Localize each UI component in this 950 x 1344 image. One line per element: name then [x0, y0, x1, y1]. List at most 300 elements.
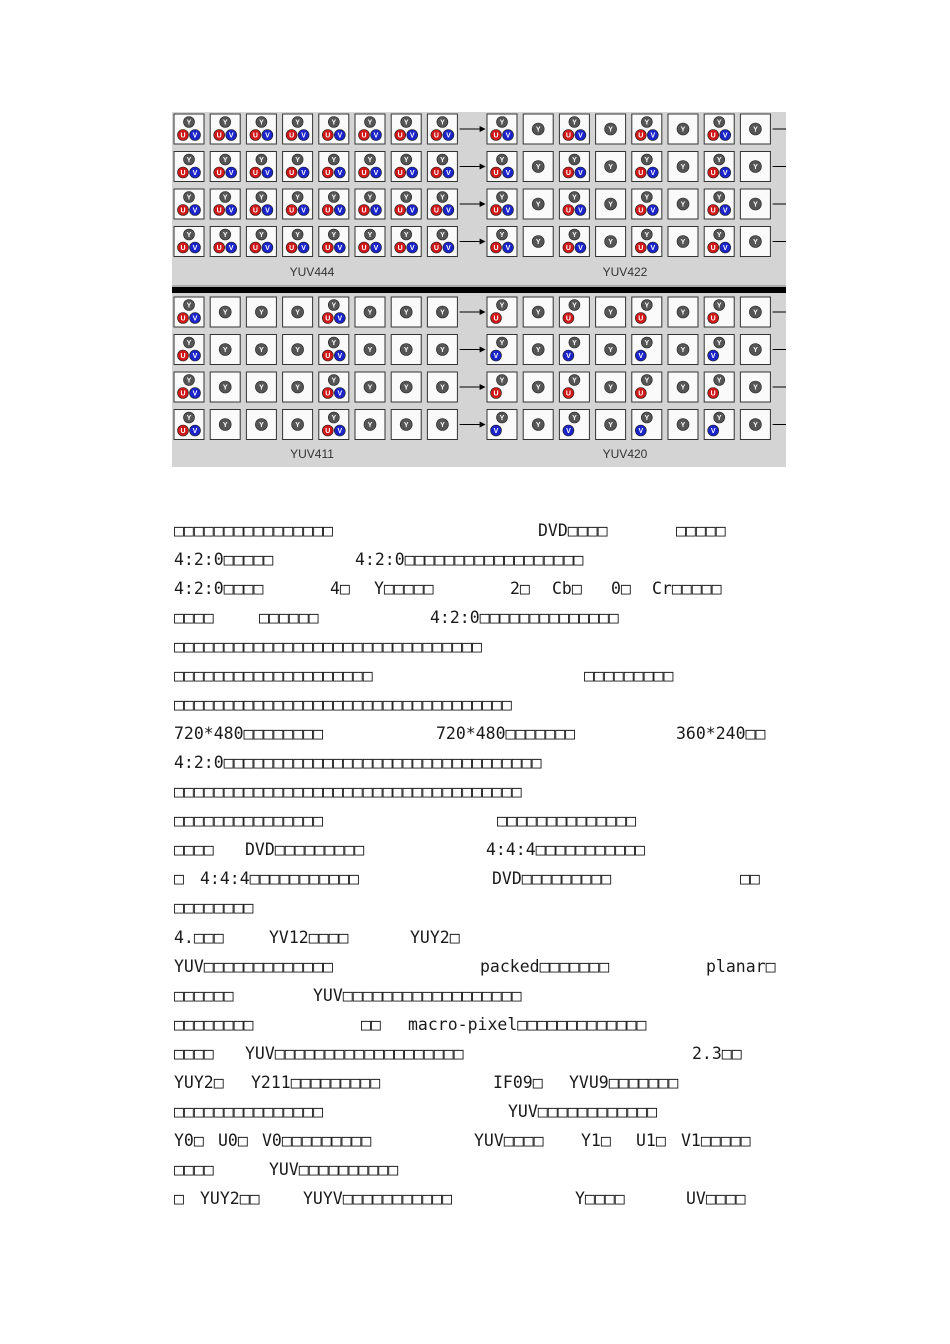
pixel-cell	[283, 227, 313, 257]
text-segment: macro-pixel□□□□□□□□□□□□□	[408, 1015, 647, 1034]
svg-text:V: V	[409, 207, 415, 215]
svg-text:V: V	[722, 207, 728, 215]
text-segment: 4:2:0□□□□□□□□□□□□□□□□□□	[355, 550, 584, 569]
cb-sample	[178, 350, 189, 361]
svg-text:V: V	[446, 132, 451, 140]
pixel-cell	[632, 297, 662, 327]
luma-sample	[220, 192, 231, 203]
cb-sample	[250, 205, 261, 216]
svg-text:U: U	[565, 170, 571, 178]
cb-sample	[250, 167, 261, 178]
luma-sample	[219, 344, 231, 356]
pixel-cell	[391, 335, 421, 365]
text-segment: IF09□	[493, 1073, 543, 1092]
luma-sample	[436, 381, 448, 393]
luma-sample	[749, 381, 761, 393]
pixel-cell	[704, 410, 734, 440]
svg-text:V: V	[446, 207, 451, 215]
svg-text:U: U	[289, 132, 295, 140]
luma-sample	[401, 154, 412, 165]
yuv-sampling-figure	[172, 112, 786, 467]
cb-sample	[708, 130, 719, 141]
luma-sample	[401, 229, 412, 240]
svg-text:U: U	[289, 170, 295, 178]
svg-text:Y: Y	[186, 415, 192, 423]
pixel-cell	[283, 189, 313, 219]
pixel-cell	[174, 410, 204, 440]
svg-text:V: V	[373, 132, 379, 140]
svg-text:U: U	[361, 170, 367, 178]
text-segment: 4:4:4□□□□□□□□□□□	[486, 840, 645, 859]
text-segment: 4:2:0□□□□□	[174, 550, 274, 569]
svg-text:U: U	[216, 132, 222, 140]
svg-text:Y: Y	[186, 157, 192, 165]
cb-sample	[359, 242, 370, 253]
pixel-cell	[355, 152, 385, 182]
pixel-cell	[632, 152, 662, 182]
svg-text:Y: Y	[608, 164, 613, 172]
pixel-cell	[523, 372, 553, 402]
luma-sample	[184, 154, 195, 165]
cb-sample	[395, 167, 406, 178]
luma-sample	[605, 198, 617, 210]
panel-yuv411	[174, 297, 486, 461]
luma-sample	[400, 306, 412, 318]
svg-text:Y: Y	[753, 126, 758, 134]
text-segment: YUY2□	[410, 928, 460, 947]
cb-sample	[491, 205, 502, 216]
svg-text:V: V	[722, 245, 728, 253]
svg-text:Y: Y	[572, 232, 577, 240]
svg-text:Y: Y	[644, 119, 650, 127]
svg-text:V: V	[301, 132, 306, 140]
luma-sample	[400, 381, 412, 393]
luma-sample	[219, 419, 231, 431]
svg-text:U: U	[252, 170, 258, 178]
svg-text:Y: Y	[753, 309, 758, 317]
pixel-cell	[523, 189, 553, 219]
cr-sample	[491, 350, 502, 361]
svg-text:U: U	[638, 315, 644, 323]
svg-text:V: V	[228, 245, 234, 253]
luma-sample	[641, 412, 652, 423]
cb-sample	[491, 130, 502, 141]
pixel-cell	[174, 227, 204, 257]
luma-sample	[749, 236, 761, 248]
svg-text:Y: Y	[367, 384, 373, 392]
cb-sample	[431, 167, 442, 178]
svg-text:Y: Y	[499, 232, 505, 240]
luma-sample	[328, 154, 339, 165]
luma-sample	[184, 337, 195, 348]
pixel-cell	[210, 114, 240, 144]
luma-sample	[714, 154, 725, 165]
luma-sample	[532, 419, 544, 431]
cb-sample	[708, 205, 719, 216]
svg-text:V: V	[228, 207, 234, 215]
cb-sample	[178, 130, 189, 141]
svg-text:Y: Y	[222, 157, 228, 165]
svg-text:U: U	[433, 170, 439, 178]
luma-sample	[569, 337, 580, 348]
luma-sample	[437, 154, 448, 165]
svg-text:Y: Y	[535, 384, 541, 392]
pixel-cell	[174, 152, 204, 182]
text-segment: U1□	[636, 1131, 666, 1150]
pixel-cell	[704, 114, 734, 144]
text-segment: □□□□□□□□	[174, 1015, 254, 1034]
svg-text:V: V	[337, 207, 343, 215]
svg-text:Y: Y	[367, 422, 373, 430]
text-line	[0, 520, 950, 542]
text-segment: 2□	[510, 579, 530, 598]
svg-text:Y: Y	[644, 194, 650, 202]
pixel-cell	[391, 189, 421, 219]
svg-text:U: U	[710, 132, 716, 140]
cb-sample	[178, 205, 189, 216]
text-segment: □□□□	[174, 1160, 214, 1179]
pixel-cell	[487, 335, 517, 365]
text-segment: 4□	[330, 579, 350, 598]
pixel-cell	[740, 335, 770, 365]
luma-sample	[641, 154, 652, 165]
svg-text:Y: Y	[259, 347, 264, 355]
svg-text:Y: Y	[499, 340, 505, 348]
luma-sample	[569, 117, 580, 128]
svg-text:V: V	[710, 428, 716, 436]
luma-sample	[497, 154, 508, 165]
cb-sample	[178, 167, 189, 178]
svg-text:U: U	[710, 390, 716, 398]
svg-text:V: V	[337, 170, 343, 178]
svg-text:V: V	[192, 207, 198, 215]
pixel-cell	[246, 189, 276, 219]
panel-divider	[172, 287, 786, 293]
luma-sample	[497, 412, 508, 423]
text-segment: DVD□□□□□□□□□	[245, 840, 365, 859]
svg-text:Y: Y	[440, 194, 445, 202]
svg-text:V: V	[638, 428, 644, 436]
svg-text:U: U	[565, 390, 571, 398]
luma-sample	[365, 154, 376, 165]
luma-sample	[641, 117, 652, 128]
cr-sample	[334, 425, 345, 436]
svg-text:V: V	[505, 207, 511, 215]
text-segment: planar□	[706, 957, 776, 976]
pixel-cell	[283, 372, 313, 402]
luma-sample	[605, 419, 617, 431]
cr-sample	[190, 167, 201, 178]
svg-text:U: U	[710, 245, 716, 253]
pixel-cell	[487, 189, 517, 219]
svg-text:Y: Y	[680, 164, 686, 172]
svg-text:Y: Y	[222, 309, 228, 317]
luma-sample	[220, 229, 231, 240]
text-segment: U0□	[218, 1131, 248, 1150]
cb-sample	[431, 242, 442, 253]
cb-sample	[491, 313, 502, 324]
cr-sample	[190, 350, 201, 361]
text-line	[0, 752, 950, 774]
luma-sample	[532, 306, 544, 318]
text-line	[0, 956, 950, 978]
svg-text:Y: Y	[440, 347, 445, 355]
svg-text:Y: Y	[186, 119, 192, 127]
svg-text:U: U	[361, 132, 367, 140]
cr-sample	[334, 388, 345, 399]
text-segment: □□□□□	[676, 521, 726, 540]
pixel-cell	[210, 297, 240, 327]
luma-sample	[219, 306, 231, 318]
cb-sample	[491, 167, 502, 178]
cb-sample	[563, 167, 574, 178]
luma-sample	[292, 306, 304, 318]
svg-text:Y: Y	[295, 194, 300, 202]
cb-sample	[359, 167, 370, 178]
pixel-cell	[355, 335, 385, 365]
luma-sample	[677, 419, 689, 431]
luma-sample	[436, 419, 448, 431]
pixel-cell	[487, 372, 517, 402]
svg-text:Y: Y	[331, 340, 337, 348]
svg-text:V: V	[301, 170, 306, 178]
luma-sample	[184, 375, 195, 386]
text-segment: □□□□□□□□□□□□□□□	[174, 1102, 324, 1121]
luma-sample	[569, 192, 580, 203]
text-line	[0, 549, 950, 571]
text-line	[0, 1043, 950, 1065]
luma-sample	[714, 412, 725, 423]
cb-sample	[563, 313, 574, 324]
svg-text:U: U	[325, 390, 331, 398]
pixel-cell	[559, 372, 589, 402]
pixel-cell	[740, 227, 770, 257]
cb-sample	[395, 130, 406, 141]
pixel-cell	[210, 335, 240, 365]
luma-sample	[184, 229, 195, 240]
cb-sample	[322, 388, 333, 399]
svg-text:Y: Y	[259, 194, 264, 202]
cr-sample	[575, 167, 586, 178]
cr-sample	[575, 205, 586, 216]
cr-sample	[190, 425, 201, 436]
cr-sample	[575, 130, 586, 141]
svg-text:U: U	[397, 207, 403, 215]
cr-sample	[635, 350, 646, 361]
cr-sample	[407, 167, 418, 178]
text-segment: □□□□□□□□□□□□□□□□□□□□	[174, 666, 373, 685]
pixel-cell	[704, 297, 734, 327]
cr-sample	[443, 205, 454, 216]
svg-text:U: U	[710, 170, 716, 178]
cr-sample	[262, 130, 273, 141]
svg-text:Y: Y	[644, 415, 650, 423]
text-segment: □□	[740, 869, 760, 888]
pixel-cell	[391, 297, 421, 327]
svg-text:V: V	[505, 170, 511, 178]
pixel-cell	[596, 152, 626, 182]
text-segment: 4:2:0□□□□	[174, 579, 264, 598]
text-segment: □	[174, 1189, 184, 1208]
text-line	[0, 578, 950, 600]
cr-sample	[371, 130, 382, 141]
luma-sample	[749, 419, 761, 431]
pixel-cell	[704, 152, 734, 182]
svg-text:Y: Y	[259, 232, 264, 240]
svg-text:U: U	[565, 315, 571, 323]
text-segment: YUV□□□□□□□□□□	[269, 1160, 399, 1179]
pixel-cell	[559, 297, 589, 327]
svg-text:V: V	[566, 353, 571, 361]
pixel-cell	[740, 152, 770, 182]
svg-text:V: V	[192, 390, 198, 398]
svg-text:U: U	[325, 245, 331, 253]
pixel-cell	[246, 410, 276, 440]
svg-text:Y: Y	[295, 232, 300, 240]
text-segment: □□□□	[174, 608, 214, 627]
luma-sample	[641, 192, 652, 203]
text-segment: □□□□□□□□□□□□□□□	[174, 811, 324, 830]
svg-text:Y: Y	[367, 157, 373, 165]
text-segment: YVU9□□□□□□□	[569, 1073, 679, 1092]
svg-text:V: V	[409, 170, 415, 178]
text-segment: 360*240□□	[676, 724, 766, 743]
svg-text:V: V	[301, 245, 306, 253]
svg-text:Y: Y	[403, 309, 409, 317]
cr-sample	[563, 425, 574, 436]
cb-sample	[708, 167, 719, 178]
luma-sample	[436, 306, 448, 318]
cb-sample	[359, 205, 370, 216]
cr-sample	[720, 205, 731, 216]
svg-text:U: U	[325, 170, 331, 178]
text-segment: □□□□□□□□□	[584, 666, 674, 685]
cr-sample	[371, 167, 382, 178]
pixel-cell	[596, 189, 626, 219]
pixel-cell	[632, 372, 662, 402]
text-segment: DVD□□□□□□□□□	[492, 869, 612, 888]
pixel-cell	[391, 410, 421, 440]
svg-text:U: U	[361, 207, 367, 215]
svg-text:V: V	[192, 132, 198, 140]
cr-sample	[298, 205, 309, 216]
svg-text:Y: Y	[331, 194, 337, 202]
luma-sample	[714, 375, 725, 386]
svg-text:Y: Y	[680, 309, 686, 317]
svg-text:U: U	[638, 390, 644, 398]
pixel-cell	[355, 410, 385, 440]
svg-text:Y: Y	[680, 239, 686, 247]
text-segment: V1□□□□□	[681, 1131, 751, 1150]
luma-sample	[401, 192, 412, 203]
cb-sample	[491, 242, 502, 253]
text-segment: 720*480□□□□□□□□	[174, 724, 324, 743]
svg-text:Y: Y	[331, 119, 337, 127]
luma-sample	[605, 236, 617, 248]
cr-sample	[635, 425, 646, 436]
svg-text:Y: Y	[572, 340, 577, 348]
luma-sample	[256, 117, 267, 128]
svg-text:Y: Y	[331, 302, 337, 310]
pixel-cell	[427, 297, 457, 327]
svg-text:V: V	[228, 170, 234, 178]
cb-sample	[635, 313, 646, 324]
text-segment: YUV□□□□	[474, 1131, 544, 1150]
cb-sample	[286, 167, 297, 178]
svg-text:Y: Y	[535, 309, 541, 317]
luma-sample	[749, 306, 761, 318]
cr-sample	[190, 242, 201, 253]
svg-text:Y: Y	[499, 194, 505, 202]
text-line	[0, 1130, 950, 1152]
svg-text:V: V	[446, 245, 451, 253]
cr-sample	[503, 130, 514, 141]
pixel-cell	[319, 152, 349, 182]
svg-text:Y: Y	[186, 340, 192, 348]
pixel-cell	[283, 410, 313, 440]
panel-label: YUV411	[290, 447, 334, 461]
text-segment: □□□□□□□□□□□□□□□□	[174, 521, 333, 540]
luma-sample	[641, 300, 652, 311]
pixel-cell	[487, 152, 517, 182]
luma-sample	[437, 229, 448, 240]
luma-sample	[256, 154, 267, 165]
cb-sample	[563, 242, 574, 253]
text-segment: 0□	[611, 579, 631, 598]
cb-sample	[214, 167, 225, 178]
cb-sample	[635, 205, 646, 216]
svg-text:V: V	[578, 207, 583, 215]
svg-text:V: V	[505, 245, 511, 253]
cr-sample	[708, 350, 719, 361]
svg-text:U: U	[216, 207, 222, 215]
pixel-cell	[487, 410, 517, 440]
cr-sample	[334, 205, 345, 216]
luma-sample	[400, 344, 412, 356]
pixel-cell	[427, 410, 457, 440]
svg-text:Y: Y	[403, 157, 409, 165]
text-segment: □□	[361, 1015, 381, 1034]
luma-sample	[364, 419, 376, 431]
svg-text:Y: Y	[186, 232, 192, 240]
luma-sample	[255, 381, 267, 393]
luma-sample	[255, 306, 267, 318]
pixel-cell	[559, 114, 589, 144]
svg-text:Y: Y	[440, 309, 445, 317]
luma-sample	[677, 198, 689, 210]
svg-text:Y: Y	[499, 415, 505, 423]
text-segment: Cr□□□□□	[652, 579, 722, 598]
cb-sample	[395, 205, 406, 216]
luma-sample	[749, 344, 761, 356]
pixel-cell	[355, 114, 385, 144]
pixel-cell	[391, 227, 421, 257]
pixel-cell	[668, 410, 698, 440]
svg-text:Y: Y	[644, 302, 650, 310]
pixel-cell	[283, 152, 313, 182]
text-segment: □□□□□□	[174, 986, 234, 1005]
svg-text:Y: Y	[367, 347, 373, 355]
svg-text:Y: Y	[499, 119, 505, 127]
cr-sample	[190, 313, 201, 324]
svg-text:Y: Y	[222, 232, 228, 240]
cb-sample	[178, 388, 189, 399]
panel-label: YUV420	[602, 447, 648, 461]
text-segment: YUV□□□□□□□□□□□□□□□□□□	[313, 986, 522, 1005]
svg-text:Y: Y	[403, 232, 409, 240]
svg-text:V: V	[337, 315, 343, 323]
cr-sample	[503, 205, 514, 216]
